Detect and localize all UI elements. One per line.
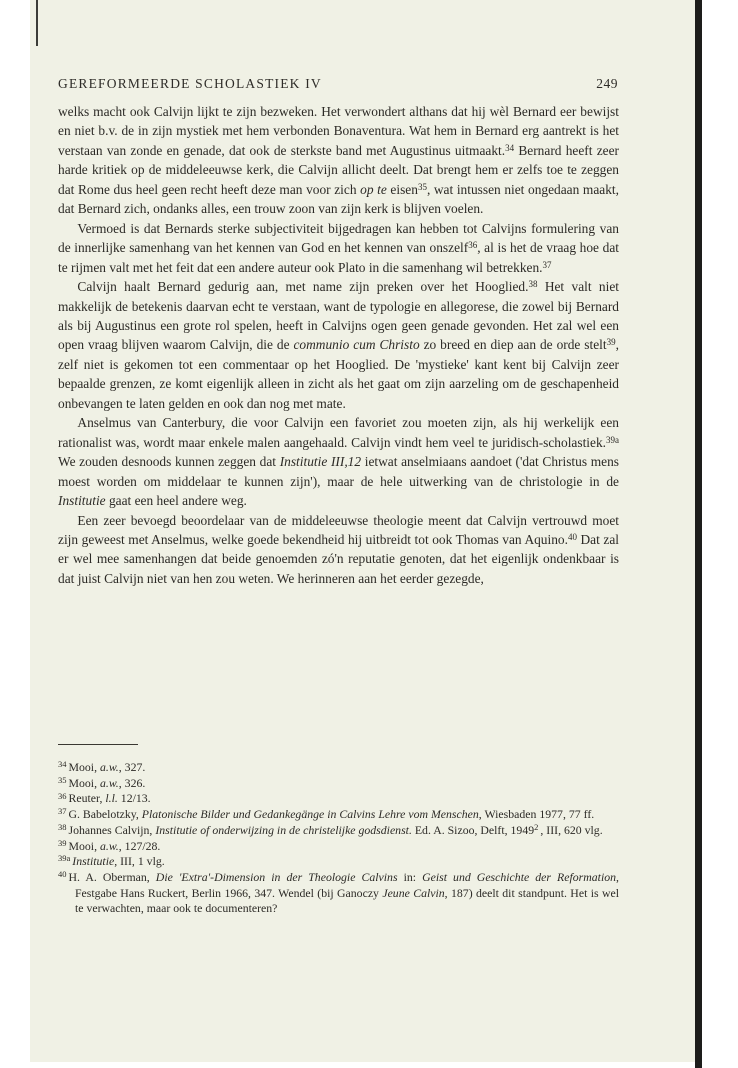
italic-text-run: Die 'Extra'-Dimension in der Theologie Calvins [155,869,398,884]
footnote-number: 39 [58,837,67,848]
footnote-number: 36 [58,790,67,801]
text-run: We zouden desnoods kunnen zeggen dat [58,454,280,470]
italic-text-run: l.l. [105,791,118,806]
footnote-number: 35 [58,774,67,785]
text-run: , zelf niet is gekomen tot een commentaar op het Hooglied. De 'mystieke' kant kent bij Calvijn zeer bepaalde grenzen, ze komt eigenlijk alleen in zicht als het gaat om zijn aarzeling om de geschapenheid onbevangen te laten gelden en ook dan nog met mate. [58,337,619,411]
text-run: Reuter, [68,791,106,806]
footnote-ref: 34 [505,142,515,153]
text-run: , al is het de vraag hoe dat te rijmen valt met het feit dat een andere auteur ook Plato in die samenhang wil betrekken. [58,240,619,275]
text-run: G. Babelotzky, [68,807,142,822]
text-run: welks macht ook Calvijn lijkt te zijn bezweken. Het verwondert althans dat hij wèl Bernard eer bewijst en niet b.v. de in zijn mystiek met hem verbonden Bonaventura. Wat hem in Bernard erg aantrekt is het verstaan van zonde en genade, dat ook de sterkste band met Augustinus uitmaakt. [58,104,619,158]
text-run: , III, 1 vlg. [114,854,165,869]
text-run: Bernard heeft zeer harde kritiek op de middeleeuwse kerk, die Calvijn allicht deelt. Dat brengt hem er zelfs toe te zeggen dat Rome dus heel geen recht heeft deze man voor zich [58,142,619,197]
text-run: Mooi, [68,838,100,853]
footnote [58,791,619,807]
text-run: Mooi, [68,775,100,790]
footnote-ref: 39 [606,337,616,348]
text-run: Calvijn haalt Bernard gedurig aan, met name zijn preken over het Hooglied. [77,279,529,295]
footnote-ref: 35 [417,181,427,192]
italic-text-run: Institutie [58,493,106,509]
text-run: Vermoed is dat Bernards sterke subjectiviteit bijgedragen kan hebben tot Calvijns formulering van de innerlijke samenhang van het kennen van God en het kennen van onszelf [58,220,619,256]
main-text-block [58,102,619,588]
scan-gutter-line [36,0,38,46]
italic-text-run: a.w. [99,760,119,774]
paragraph [58,277,619,413]
footnote-ref: 2 [534,822,539,832]
footnote-number: 34 [58,759,67,770]
scan-edge-line [695,0,702,1068]
text-run: gaat een heel andere weg. [105,493,247,509]
text-run: , Festgabe Hans Ruckert, Berlin 1966, 347. Wendel (bij Ganoczy [75,869,619,900]
text-run: Een zeer bevoegd beoordelaar van de middeleeuwse theologie meent dat Calvijn vertrouwd moet zijn geweest met Anselmus, welke goede bekendheid hij uitbreidt tot ook Thomas van Aquino. [58,512,619,547]
paragraph [58,413,619,510]
footnote [58,760,619,776]
footnote-number: 37 [58,806,67,817]
text-run: 12/13. [117,791,151,806]
paragraph [58,511,619,589]
footnote-number: 38 [58,822,67,832]
text-run: Dat zal er wel mee samenhangen dat beide genoemden zó'n reputatie genoten, dat het eigenlijk ondenkbaar is dat juist Calvijn niet van hen zou weten. We herinneren aan het eerder gezegde, [58,531,620,586]
footnotes-block [58,760,619,917]
footnote-ref: 38 [528,279,538,290]
italic-text-run: a.w. [99,838,119,853]
text-run: , 326. [118,775,146,790]
footnote [58,870,619,917]
text-run: eisen [386,181,418,197]
italic-text-run: Jeune Calvin [382,885,445,900]
text-run: , 187) deelt dit standpunt. Het is wel te verwachten, maar ook te documenteren? [75,885,619,916]
text-run: , Wiesbaden 1977, 77 ff. [478,807,595,822]
italic-text-run: Institutie III,12 [279,454,362,470]
italic-text-run: op te [360,181,387,197]
running-header-title: GEREFORMEERDE SCHOLASTIEK IV [58,76,322,91]
footnote-separator-rule [58,744,138,745]
footnote-ref: 37 [542,259,552,270]
italic-text-run: a.w. [99,775,119,790]
footnote-ref: 36 [468,240,478,251]
footnote [58,839,619,855]
footnote-ref: 40 [567,531,577,542]
italic-text-run: Platonische Bilder und Gedankegänge in Calvins Lehre vom Menschen [141,807,479,822]
italic-text-run: Geist und Geschichte der Reformation [422,869,617,884]
italic-text-run: Institutie [72,854,115,869]
footnote-number: 40 [58,869,67,880]
italic-text-run: Institutie of onderwijzing in de christelijke godsdienst. [155,822,412,837]
running-header [58,76,618,92]
paragraph [58,102,619,219]
text-run: , 327. [118,760,146,774]
text-run: , 127/28. [118,838,161,853]
text-run: Johannes Calvijn, [68,822,156,837]
text-run: Mooi, [68,760,100,774]
text-run: Ed. A. Sizoo, Delft, 1949 [411,822,535,837]
footnote [58,823,619,839]
text-run: H. A. Oberman, [68,869,156,884]
footnote [58,776,619,792]
text-run: Het valt niet makkelijk de betekenis daarvan echt te verstaan, want de typologie en allegorese, die zowel bij Bernard als bij Augustinus een grote rol spelen, heeft in Calvijns ogen geen genade gevonden. Het zal wel een open vraag blijven waarom Calvijn, die de [58,279,619,353]
page-number: 249 [596,76,618,91]
text-run: ietwat anselmiaans aandoet ('dat Christus mens moest worden om middelaar te kunnen zijn'), maar de hele uitwerking van de christologie in de [58,454,619,489]
text-run: zo breed en diep aan de orde stelt [419,337,607,353]
paragraph [58,219,619,277]
text-run: , III, 620 vlg. [540,822,603,837]
text-run: in: [397,869,423,884]
footnote-ref: 39a [606,434,619,445]
footnote [58,854,619,870]
footnote [58,807,619,823]
italic-text-run: communio cum Christo [293,337,420,353]
text-run: , wat intussen niet ongedaan maakt, dat Bernard zich, ondanks alles, een trouw zoon van zijn kerk is blijven voelen. [58,181,619,217]
footnote-number: 39a [58,853,71,864]
text-run: Anselmus van Canterbury, die voor Calvijn een favoriet zou moeten zijn, als hij werkelijk een rationalist was, wordt maar enkele malen aangehaald. Calvijn vindt hem veel te juridisch-scholastiek. [58,415,619,450]
